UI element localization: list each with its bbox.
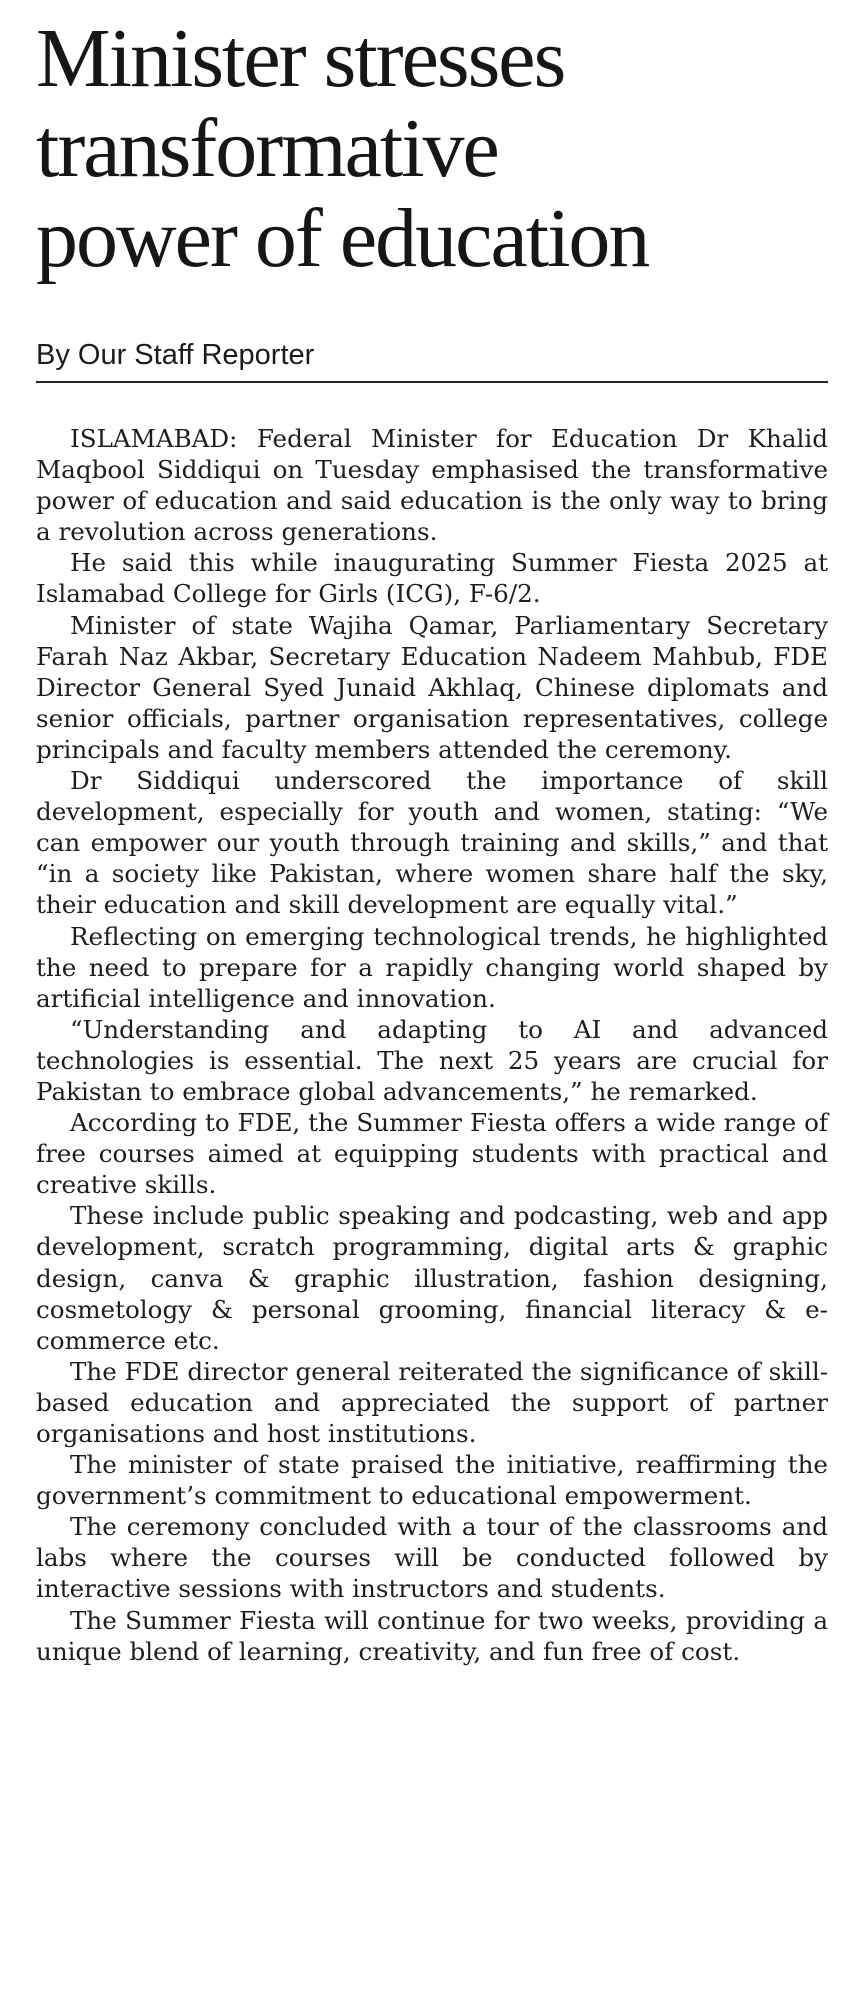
article-paragraph: Dr Siddiqui underscored the importance of skill development, especially for youth and women, stating: “We can empower our youth through training and skills,” and that “in a society like Pakistan, where women share half the sky, their education and skill development are equally vital.” — [36, 766, 828, 920]
article-headline — [36, 14, 828, 284]
article-paragraph: According to FDE, the Summer Fiesta offers a wide range of free courses aimed at equipping students with practical and creative skills. — [36, 1108, 828, 1200]
headline-line: power of education — [36, 192, 649, 285]
article-paragraph: The Summer Fiesta will continue for two weeks, providing a unique blend of learning, creativity, and fun free of cost. — [36, 1605, 828, 1666]
article-byline: By Our Staff Reporter — [36, 338, 828, 383]
article-paragraph: ISLAMABAD: Federal Minister for Education Dr Khalid Maqbool Siddiqui on Tuesday emphasised the transformative power of education and said education is the only way to bring a revolution across generations. — [36, 424, 828, 547]
article-paragraph: “Understanding and adapting to AI and advanced technologies is essential. The next 25 years are crucial for Pakistan to embrace global advancements,” he remarked. — [36, 1014, 828, 1106]
article-paragraph: These include public speaking and podcasting, web and app development, scratch programming, digital arts & graphic design, canva & graphic illustration, fashion designing, cosmetology & personal grooming, financial literacy & e-commerce etc. — [36, 1201, 828, 1355]
article-paragraph: The minister of state praised the initiative, reaffirming the government’s commitment to educational empowerment. — [36, 1450, 828, 1511]
article-paragraph: The FDE director general reiterated the significance of skill-based education and appreciated the support of partner organisations and host institutions. — [36, 1356, 828, 1448]
news-article — [36, 0, 828, 1667]
article-paragraph: He said this while inaugurating Summer Fiesta 2025 at Islamabad College for Girls (ICG), F-6/2. — [36, 548, 828, 609]
article-paragraph: Reflecting on emerging technological trends, he highlighted the need to prepare for a rapidly changing world shaped by artificial intelligence and innovation. — [36, 921, 828, 1013]
article-paragraph: The ceremony concluded with a tour of the classrooms and labs where the courses will be conducted followed by interactive sessions with instructors and students. — [36, 1512, 828, 1604]
article-paragraph: Minister of state Wajiha Qamar, Parliamentary Secretary Farah Naz Akbar, Secretary Education Nadeem Mahbub, FDE Director General Syed Junaid Akhlaq, Chinese diplomats and senior officials, partner organisation representatives, college principals and faculty members attended the ceremony. — [36, 610, 828, 764]
headline-line: transformative — [36, 102, 498, 195]
article-body — [36, 423, 828, 1667]
headline-line: Minister stresses — [36, 12, 565, 105]
